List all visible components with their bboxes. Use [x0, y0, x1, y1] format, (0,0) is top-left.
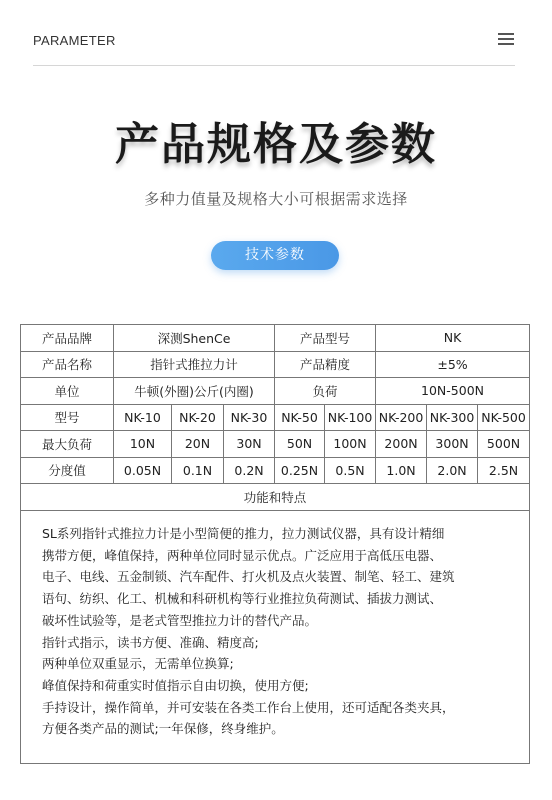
brand-label-cell: 产品品牌	[21, 325, 114, 352]
models-label-cell: 型号	[21, 404, 114, 431]
features-line: SL系列指针式推拉力计是小型简便的推力，拉力测试仪器，具有设计精细	[42, 526, 445, 541]
load-value-cell: 10N-500N	[376, 378, 530, 405]
table-row	[21, 511, 530, 764]
model-cell: NK-500	[478, 404, 530, 431]
model-cell: NK-30	[224, 404, 275, 431]
features-line: 电子、电线、五金制锁、汽车配件、打火机及点火装置、制笔、轻工、建筑	[42, 569, 455, 585]
features-line: 两种单位双重显示，无需单位换算;	[42, 656, 234, 672]
menu-bar	[498, 33, 514, 35]
table-row	[21, 457, 530, 484]
model-cell: NK-50	[275, 404, 325, 431]
features-line: 指针式指示，读书方便、准确、精度高;	[42, 634, 259, 650]
table-row	[21, 378, 530, 405]
division-cell: 1.0N	[376, 457, 427, 484]
division-cell: 0.2N	[224, 457, 275, 484]
table-row	[21, 484, 530, 511]
page-title: 产品规格及参数	[115, 119, 437, 170]
maxload-cell: 50N	[275, 431, 325, 458]
tech-params-badge: 技术参数	[211, 241, 339, 270]
name-label-cell: 产品名称	[21, 351, 114, 378]
brand-label[interactable]: PARAMETER	[33, 33, 116, 48]
name-value-cell: 指针式推拉力计	[114, 351, 275, 378]
table-row	[21, 431, 530, 458]
spec-table	[20, 324, 530, 764]
maxload-cell: 200N	[376, 431, 427, 458]
maxload-cell: 30N	[224, 431, 275, 458]
table-row	[21, 404, 530, 431]
model-cell: NK-200	[376, 404, 427, 431]
division-label-cell: 分度值	[21, 457, 114, 484]
maxload-cell: 100N	[325, 431, 376, 458]
maxload-label-cell: 最大负荷	[21, 431, 114, 458]
brand-value-cell: 深测ShenCe	[114, 325, 275, 352]
header-divider	[33, 65, 515, 66]
model-cell: NK-100	[325, 404, 376, 431]
hamburger-menu-icon[interactable]	[498, 32, 514, 46]
features-line: 手持设计，操作简单，并可安装在各类工作台上使用，还可适配各类夹具，	[42, 699, 455, 715]
division-cell: 2.5N	[478, 457, 530, 484]
division-cell: 0.5N	[325, 457, 376, 484]
precision-value-cell: ±5%	[376, 351, 530, 378]
table-row	[21, 351, 530, 378]
load-label-cell: 负荷	[275, 378, 376, 405]
model-label-cell: 产品型号	[275, 325, 376, 352]
precision-label-cell: 产品精度	[275, 351, 376, 378]
division-cell: 0.05N	[114, 457, 172, 484]
model-value-cell: NK	[376, 325, 530, 352]
table-row	[21, 325, 530, 352]
unit-label-cell: 单位	[21, 378, 114, 405]
features-line: 峰值保持和荷重实时值指示自由切换，使用方便;	[42, 677, 309, 693]
top-bar	[0, 0, 552, 70]
division-cell: 0.25N	[275, 457, 325, 484]
unit-value-cell: 牛顿(外圈)公斤(内圈)	[114, 378, 275, 405]
model-cell: NK-10	[114, 404, 172, 431]
maxload-cell: 500N	[478, 431, 530, 458]
menu-bar	[498, 38, 514, 40]
division-cell: 2.0N	[427, 457, 478, 484]
maxload-cell: 10N	[114, 431, 172, 458]
division-cell: 0.1N	[172, 457, 224, 484]
page-subtitle: 多种力值量及规格大小可根据需求选择	[144, 190, 408, 208]
features-description-cell	[21, 511, 530, 764]
model-cell: NK-20	[172, 404, 224, 431]
features-line: 语句、纺织、化工、机械和科研机构等行业推拉负荷测试、插拔力测试、	[42, 591, 443, 607]
features-line: 破坏性试验等，是老式管型推拉力计的替代产品。	[42, 612, 318, 628]
maxload-cell: 20N	[172, 431, 224, 458]
menu-bar	[498, 43, 514, 45]
features-line: 方便各类产品的测试;一年保修，终身维护。	[42, 721, 284, 737]
features-title-cell: 功能和特点	[21, 484, 530, 511]
model-cell: NK-300	[427, 404, 478, 431]
features-line: 携带方便，峰值保持，两种单位同时显示优点。广泛应用于高低压电器、	[42, 547, 443, 563]
maxload-cell: 300N	[427, 431, 478, 458]
